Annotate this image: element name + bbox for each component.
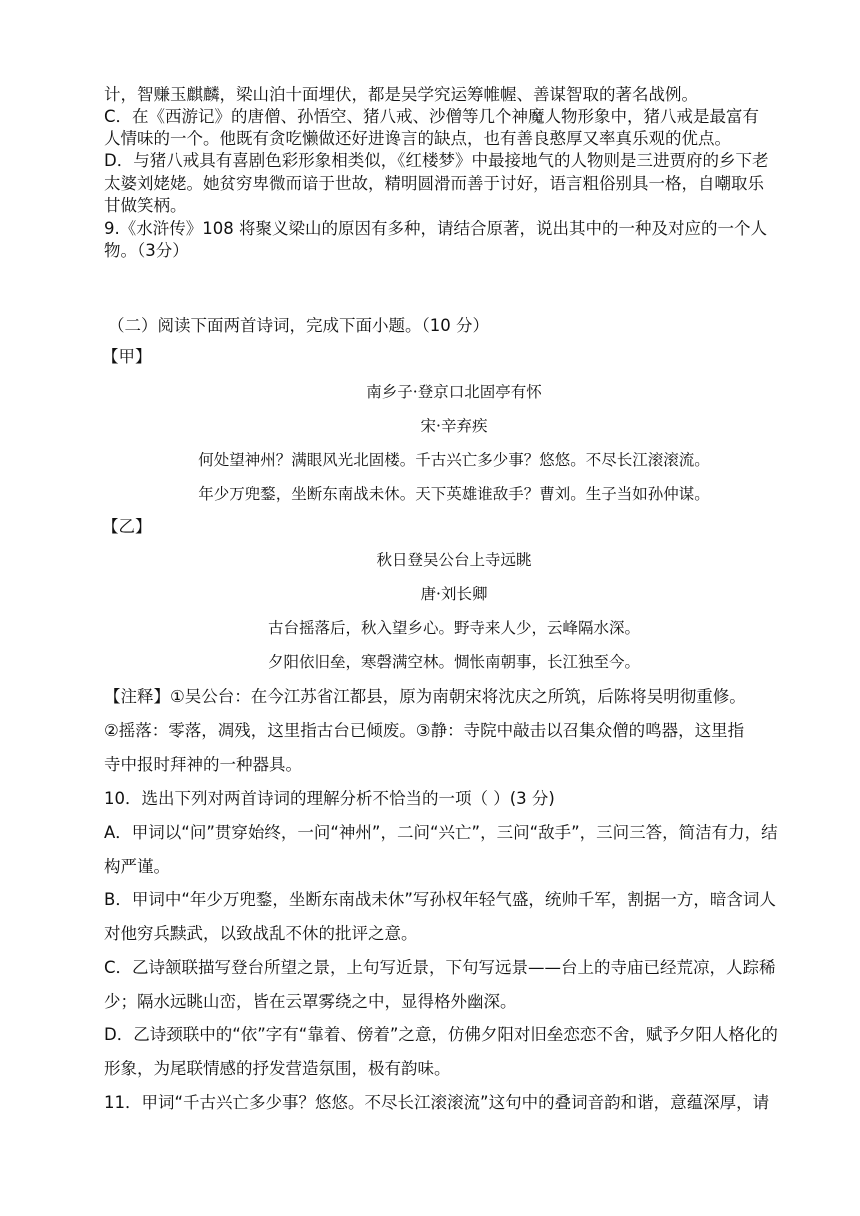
poem-yi-title: 秋日登吴公台上寺远眺 [376,551,532,569]
q8-option-d-line2: 太婆刘姥姥。她贫穷卑微而谙于世故，精明圆滑而善于讨好，语言粗俗别具一格，自嘲取乐 [104,174,764,193]
q9-line1: 9.《水浒传》108 将聚义梁山的原因有多种，请结合原著，说出其中的一种及对应的一个人 [104,219,767,238]
q10-stem: 10．选出下列对两首诗词的理解分析不恰当的一项（ ）(3 分) [104,789,555,808]
poem-yi-author: 唐·刘长卿 [420,585,488,603]
q10-option-c-line1: C．乙诗颔联描写登台所望之景，上句写近景，下句写远景——台上的寺庙已经荒凉，人踪稀 [104,958,776,977]
poem-jia-line2: 年少万兜鍪，坐断东南战未休。天下英雄谁敌手？曹刘。生子当如孙仲谋。 [198,485,710,503]
poem-yi-line2: 夕阳依旧垒，寒磬满空林。惆怅南朝事，长江独至今。 [267,653,640,671]
q9-line2: 物。（3分） [104,241,189,260]
q8-b-tail: 计，智赚玉麒麟，梁山泊十面埋伏，都是吴学究运筹帷幄、善谋智取的著名战例。 [104,85,698,104]
q10-option-b-line2: 对他穷兵黩武，以致战乱不休的批评之意。 [104,924,418,943]
q10-option-c-line2: 少；隔水远眺山峦，皆在云罩雾绕之中，显得格外幽深。 [104,992,517,1011]
notes-line1: 【注释】①吴公台：在今江苏省江都县，原为南朝宋将沈庆之所筑，后陈将吴明彻重修。 [104,687,746,706]
q10-option-d-line1: D．乙诗颈联中的“依”字有“靠着、傍着”之意，仿佛夕阳对旧垒恋恋不舍，赋予夕阳人格化的 [104,1025,778,1044]
poem-jia-title: 南乡子·登京口北固亭有怀 [366,383,542,401]
q8-option-c-line2: 人情味的一个。他既有贪吃懒做还好进谗言的缺点，也有善良憨厚又率真乐观的优点。 [104,129,731,148]
q10-option-a-line1: A．甲词以“问”贯穿始终，一问“神州”，二问“兴亡”，三问“敌手”，三问三答，简洁有力，结 [104,823,778,842]
q8-option-d-line1: D．与猪八戒具有喜剧色彩形象相类似，《红楼梦》中最接地气的人物则是三进贾府的乡下老 [104,151,769,170]
poem-jia-line1: 何处望神州？满眼风光北固楼。千古兴亡多少事？悠悠。不尽长江滚滚流。 [198,451,710,469]
q8-option-d-line3: 甘做笑柄。 [104,196,187,215]
poem-jia-author: 宋·辛弃疾 [420,417,488,435]
poem-yi-marker: 【乙】 [102,517,152,536]
q10-option-a-line2: 构严谨。 [104,857,170,876]
notes-line3: 寺中报时拜神的一种器具。 [104,755,302,774]
q8-option-c-line1: C．在《西游记》的唐僧、孙悟空、猪八戒、沙僧等几个神魔人物形象中，猪八戒是最富有 [104,107,760,126]
q10-option-d-line2: 形象，为尾联情感的抒发营造氛围，极有韵味。 [104,1059,451,1078]
poem-jia-marker: 【甲】 [102,347,152,366]
notes-line2: ②摇落：零落，凋残，这里指古台已倾废。③静：寺院中敲击以召集众僧的鸣器，这里指 [104,721,745,740]
poem-yi-line1: 古台摇落后，秋入望乡心。野寺来人少，云峰隔水深。 [267,619,640,637]
q10-option-b-line1: B．甲词中“年少万兜鍪，坐断东南战未休”写孙权年轻气盛，统帅千军，割据一方，暗含词人 [104,890,776,909]
q11-line1: 11．甲词“千古兴亡多少事？悠悠。不尽长江滚滚流”这句中的叠词音韵和谐，意蕴深厚，请 [104,1093,770,1112]
section-2-intro: （二）阅读下面两首诗词，完成下面小题。（10 分） [108,316,489,335]
